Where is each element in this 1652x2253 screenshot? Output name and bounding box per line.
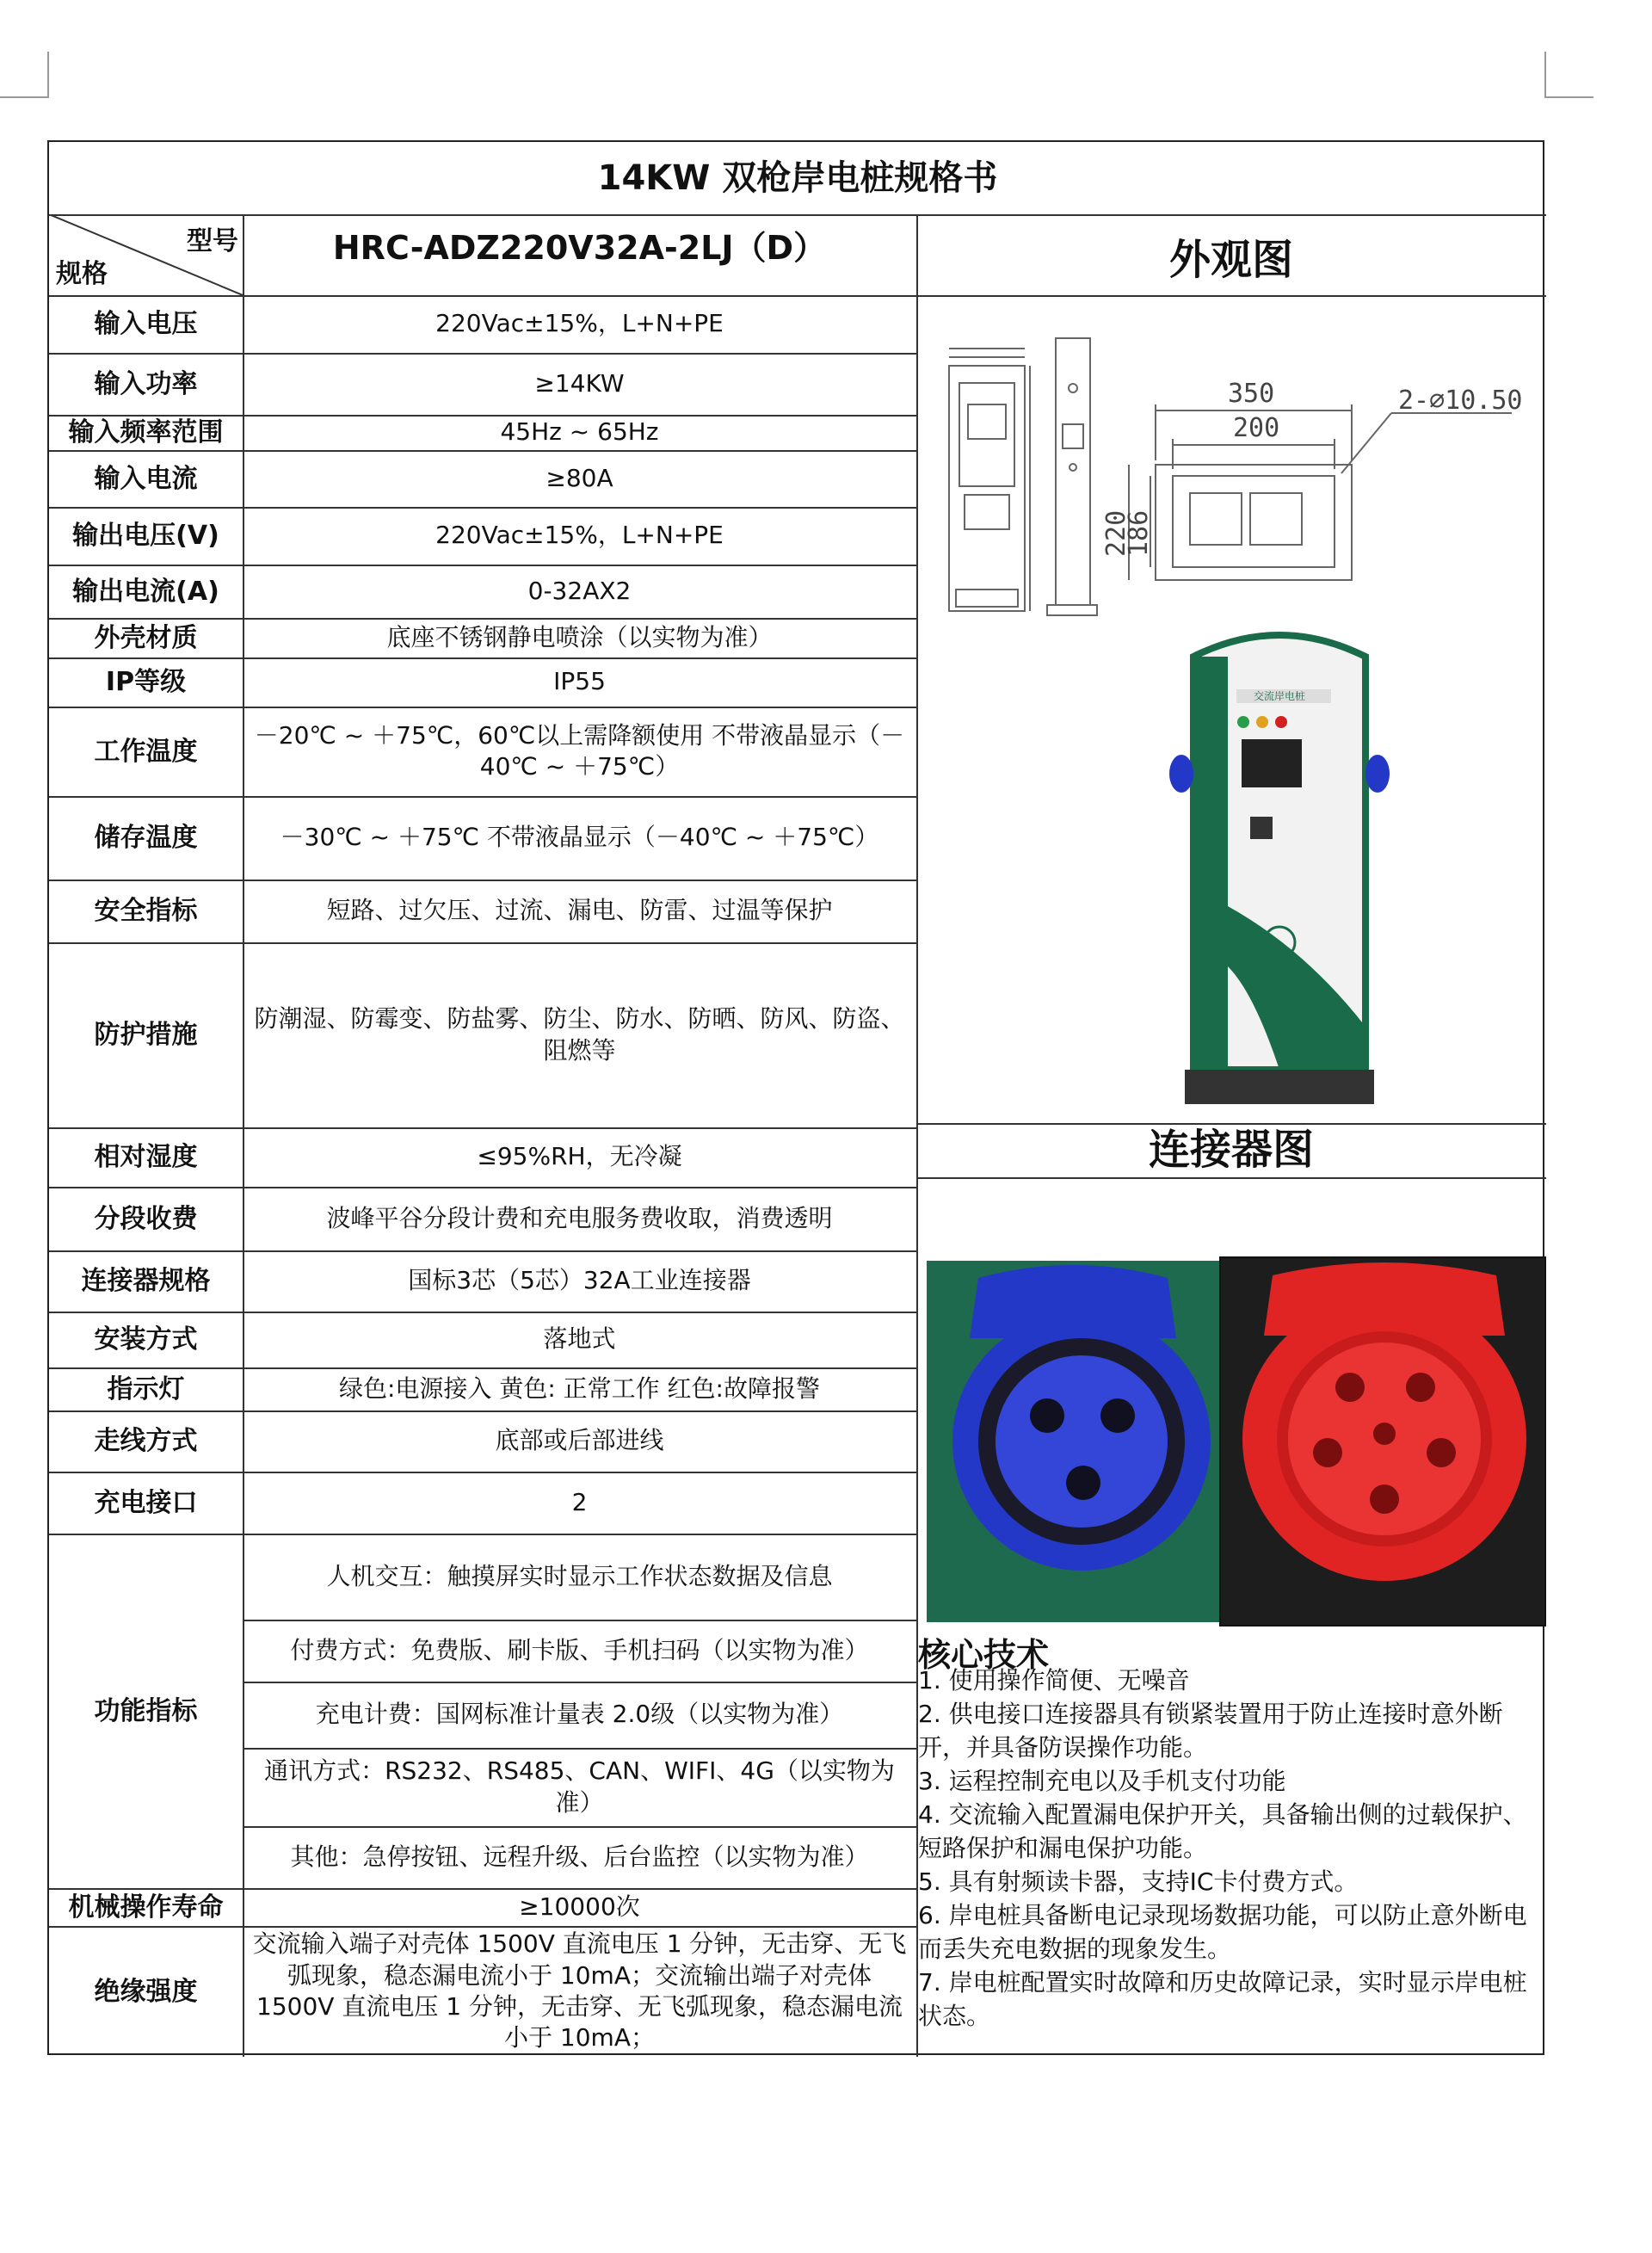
- core-tech-item: 6. 岸电桩具备断电记录现场数据功能，可以防止意外断电而丢失充电数据的现象发生。: [918, 1901, 1527, 1963]
- connector-title: 连接器图: [1148, 1126, 1314, 1175]
- function-item: 充电计费：国网标准计量表 2.0级（以实物为准）: [315, 1700, 844, 1729]
- spec-value: 底部或后部进线: [495, 1426, 664, 1455]
- rule: [916, 1177, 1546, 1179]
- core-tech-item: 3. 运程控制充电以及手机支付功能: [918, 1767, 1286, 1795]
- life-value: ≥10000次: [519, 1892, 640, 1921]
- spec-label: 连接器规格: [81, 1266, 211, 1296]
- spec-label: 输入电压: [94, 309, 198, 339]
- spec-label: 输入电流: [94, 463, 198, 494]
- appearance-title: 外观图: [1168, 235, 1293, 284]
- life-label: 机械操作寿命: [68, 1892, 224, 1923]
- spec-value: －30℃ ~ ＋75℃ 不带液晶显示（－40℃ ~ ＋75℃）: [280, 823, 879, 852]
- function-item: 人机交互：触摸屏实时显示工作状态数据及信息: [326, 1561, 833, 1590]
- spec-label: 输出电压(V): [72, 521, 219, 551]
- page-title: 14KW 双枪岸电桩规格书: [597, 158, 998, 198]
- spec-label: 相对湿度: [94, 1142, 198, 1172]
- spec-value: 底座不锈钢静电喷涂（以实物为准）: [386, 622, 773, 651]
- spec-label: 充电接口: [94, 1487, 198, 1518]
- spec-sheet: [47, 140, 1544, 2055]
- dim-186: 186: [1124, 509, 1154, 557]
- spec-value: ≥14KW: [534, 368, 625, 398]
- dim-200: 200: [1233, 413, 1280, 443]
- red-connector-photo: [1219, 1256, 1546, 1626]
- rule: [243, 1682, 916, 1683]
- spec-value: 2: [571, 1487, 588, 1516]
- spec-value: 防潮湿、防霉变、防盐雾、防尘、防水、防晒、防风、防盗、阻燃等: [254, 1004, 905, 1065]
- model-header-label: 型号: [187, 226, 238, 256]
- spec-value: 落地式: [543, 1324, 616, 1354]
- blue-connector-photo: [927, 1261, 1219, 1622]
- spec-value: 220Vac±15%，L+N+PE: [435, 521, 724, 550]
- spec-label: 储存温度: [94, 823, 198, 853]
- dim-350: 350: [1228, 379, 1275, 409]
- core-tech-item: 7. 岸电桩配置实时故障和历史故障记录，实时显示岸电桩状态。: [918, 1968, 1527, 2030]
- spec-label: 安全指标: [94, 896, 198, 926]
- core-tech-item: 2. 供电接口连接器具有锁紧装置用于防止连接时意外断开，并具备防误操作功能。: [918, 1700, 1503, 1762]
- insulation-label: 绝缘强度: [94, 1976, 198, 2007]
- spec-value: 国标3芯（5芯）32A工业连接器: [408, 1266, 751, 1295]
- function-label: 功能指标: [94, 1695, 198, 1726]
- spec-label: 安装方式: [94, 1324, 198, 1355]
- charger-label: 交流岸电桩: [1253, 690, 1306, 702]
- spec-label: 分段收费: [94, 1203, 198, 1234]
- spec-value: 0-32AX2: [527, 576, 632, 605]
- hole-spec: 2-∅10.50: [1398, 386, 1523, 416]
- spec-value: 45Hz ~ 65Hz: [500, 417, 659, 447]
- crop-mark-right: [1544, 52, 1593, 98]
- spec-value: 绿色:电源接入 黄色: 正常工作 红色:故障报警: [338, 1373, 820, 1403]
- rule: [243, 1826, 916, 1828]
- spec-value: －20℃ ~ ＋75℃，60℃以上需降额使用 不带液晶显示（－40℃ ~ ＋75℃）: [254, 720, 905, 781]
- core-tech-item: 4. 交流输入配置漏电保护开关，具备输出侧的过载保护、短路保护和漏电保护功能。: [918, 1800, 1527, 1862]
- spec-label: 走线方式: [94, 1426, 198, 1456]
- spec-label: 防护措施: [94, 1020, 198, 1050]
- function-item: 付费方式：免费版、刷卡版、手机扫码（以实物为准）: [290, 1635, 869, 1664]
- model-value: HRC-ADZ220V32A-2LJ（D）: [332, 229, 827, 268]
- core-tech-item: 5. 具有射频读卡器，支持IC卡付费方式。: [918, 1867, 1359, 1896]
- insulation-value: 交流输入端子对壳体 1500V 直流电压 1 分钟，无击穿、无飞弧现象，稳态漏电流小于 10mA；交流输出端子对壳体 1500V 直流电压 1 分钟，无击穿、无飞弧现象，稳态漏电流小于 10mA；: [252, 1929, 907, 2052]
- function-item: 通讯方式：RS232、RS485、CAN、WIFI、4G（以实物为准）: [264, 1756, 895, 1817]
- spec-value: ≥80A: [546, 463, 613, 492]
- rule: [243, 1620, 916, 1621]
- core-tech-item: 1. 使用操作简便、无噪音: [918, 1666, 1190, 1694]
- spec-value: 短路、过欠压、过流、漏电、防雷、过温等保护: [326, 896, 833, 925]
- core-tech-title: 核心技术: [918, 1636, 1050, 1674]
- function-item: 其他：急停按钮、远程升级、后台监控（以实物为准）: [290, 1842, 869, 1871]
- crop-mark-left: [0, 52, 49, 98]
- spec-label: 输出电流(A): [72, 576, 219, 607]
- spec-label: 工作温度: [94, 736, 198, 767]
- spec-value: IP55: [553, 667, 606, 696]
- spec-value: 220Vac±15%，L+N+PE: [435, 309, 724, 338]
- charger-photo: [1150, 622, 1409, 1113]
- spec-label: 指示灯: [107, 1373, 185, 1404]
- spec-label: 输入频率范围: [68, 417, 224, 448]
- spec-value: ≤95%RH，无冷凝: [477, 1142, 682, 1171]
- spec-label: 外壳材质: [94, 622, 198, 653]
- rule: [243, 1748, 916, 1750]
- spec-label: 输入功率: [94, 368, 198, 399]
- spec-value: 波峰平谷分段计费和充电服务费收取，消费透明: [326, 1203, 833, 1232]
- spec-label: IP等级: [105, 667, 187, 697]
- dim-220: 220: [1101, 509, 1131, 557]
- spec-header-label: 规格: [56, 259, 108, 289]
